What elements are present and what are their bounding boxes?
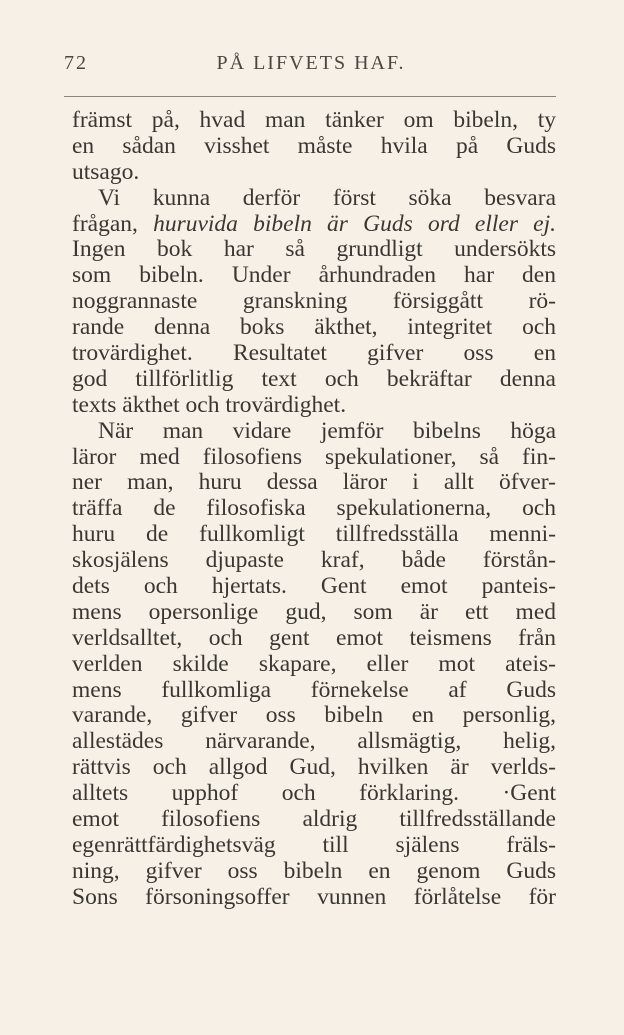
- text-line: mens opersonlige gud, som är ett med: [72, 598, 556, 625]
- text-line: rättvis och allgod Gud, hvilken är verlds-: [72, 754, 556, 781]
- text-line: noggrannaste granskning försiggått rö-: [72, 288, 556, 315]
- text-line: När man vidare jemför bibelns höga: [98, 417, 556, 444]
- text-line: varande, gifver oss bibeln en personlig,: [72, 702, 556, 729]
- text-line: skosjälens djupaste kraf, både förstån-: [72, 547, 556, 574]
- text-line: läror med filosofiens spekulationer, så fin-: [72, 443, 556, 470]
- text-line: en sådan visshet måste hvila på Guds: [72, 132, 556, 159]
- text-line: utsago.: [72, 158, 140, 185]
- header-rule: [64, 96, 556, 97]
- text-line: Ingen bok har så grundligt undersökts: [72, 236, 556, 263]
- text-line: ning, gifver oss bibeln en genom Guds: [72, 857, 556, 884]
- text-line: god tillförlitlig text och bekräftar denna: [72, 365, 556, 392]
- italic-phrase: huruvida bibeln är Guds ord eller ej.: [153, 210, 556, 237]
- text-line: huru de fullkomligt tillfredsställa menni-: [72, 521, 556, 548]
- text-line: Sons försoningsoffer vunnen förlåtelse för: [72, 883, 556, 910]
- text-line: alltets upphof och förklaring. ·Gent: [72, 780, 556, 807]
- text-line: mens fullkomliga förnekelse af Guds: [72, 676, 556, 703]
- text-line: verlden skilde skapare, eller mot ateis-: [72, 650, 556, 677]
- text-line: allestädes närvarande, allsmägtig, helig,: [72, 728, 556, 755]
- text-line: emot filosofiens aldrig tillfredsställande: [72, 806, 556, 833]
- text-line: rande denna boks äkthet, integritet och: [72, 314, 556, 341]
- text-line: texts äkthet och trovärdighet.: [72, 391, 347, 418]
- page-number: 72: [64, 52, 88, 74]
- text-line: verldsalltet, och gent emot teismens från: [72, 624, 556, 651]
- text-line: egenrättfärdighetsväg till själens fräls-: [72, 831, 556, 858]
- text-line: främst på, hvad man tänker om bibeln, ty: [72, 107, 556, 133]
- running-title: PÅ LIFVETS HAF.: [216, 52, 406, 74]
- text-line: dets och hjertats. Gent emot panteis-: [72, 573, 556, 600]
- text-line: trovärdighet. Resultatet gifver oss en: [72, 340, 556, 367]
- text-line: som bibeln. Under århundraden har den: [72, 262, 556, 289]
- text-line: ner man, huru dessa läror i allt öfver-: [72, 469, 556, 496]
- running-head: [64, 52, 558, 78]
- text-line: Vi kunna derför först söka besvara: [98, 184, 556, 211]
- text-fragment: frågan,: [72, 210, 154, 237]
- body-text: [72, 108, 556, 911]
- text-line: träffa de filosofiska spekulationerna, och: [72, 495, 556, 522]
- text-line-with-italic: [72, 212, 556, 238]
